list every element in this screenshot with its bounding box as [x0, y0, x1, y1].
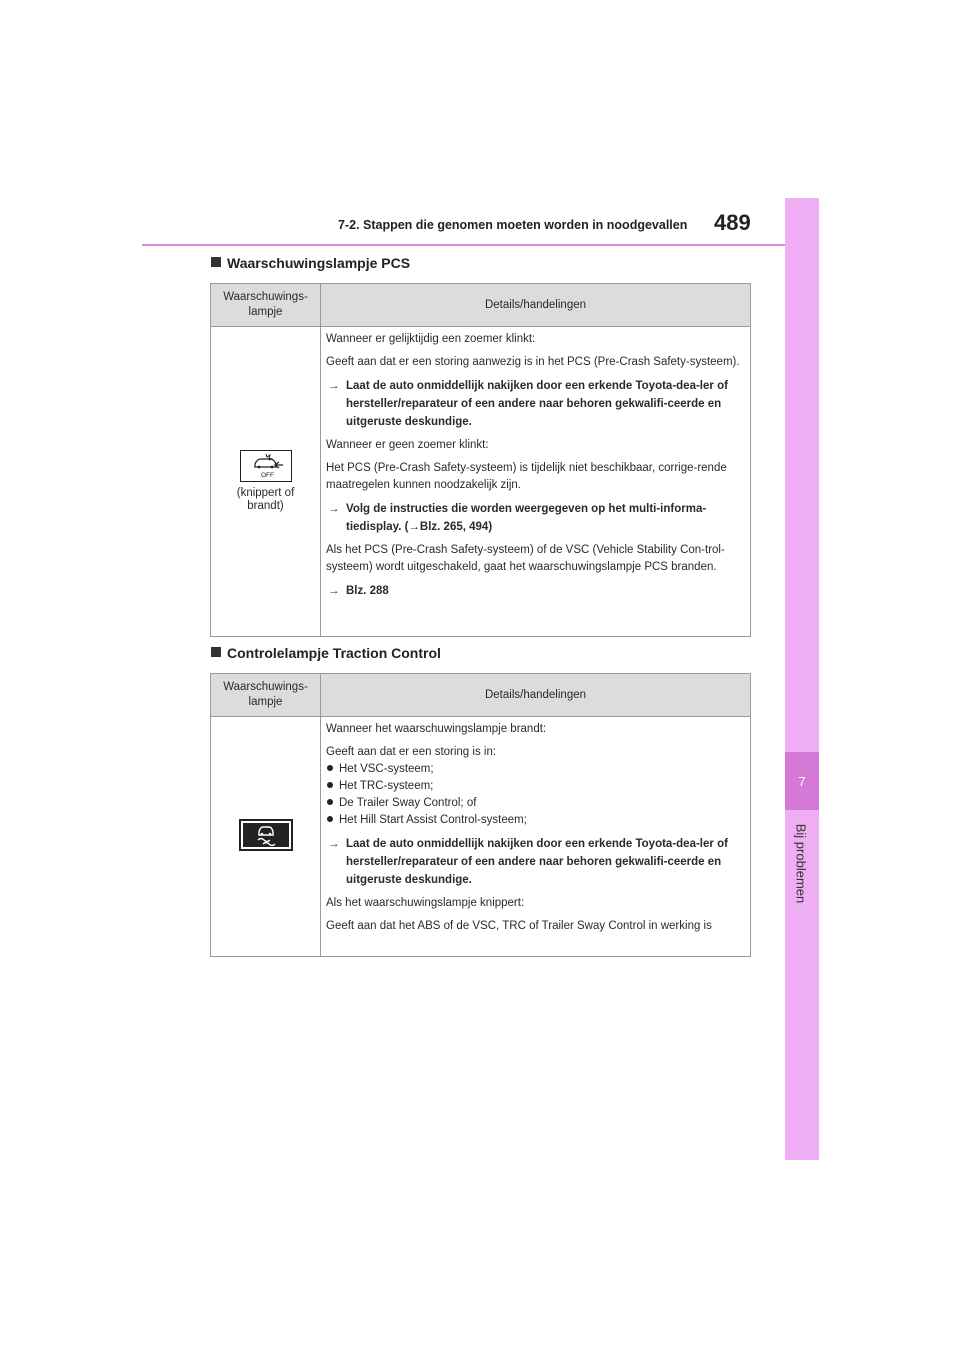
table-row	[211, 717, 751, 957]
lamp-cell	[211, 717, 321, 957]
chapter-number-box	[785, 752, 819, 810]
bullet-dot-icon	[327, 816, 333, 822]
action-instruction: → Laat de auto onmiddellijk nakijken door een erkende Toyota-dea-ler of hersteller/reparateur of een andere naar behoren gekwalifi-ceerde en uitgeruste deskundige.	[326, 835, 745, 889]
running-header-title: 7-2. Stappen die genomen moeten worden in noodgevallen	[338, 218, 688, 232]
column-header-details: Details/handelingen	[321, 284, 751, 327]
arrow-icon: →	[328, 503, 340, 515]
table-row	[211, 327, 751, 637]
details-text: Geeft aan dat er een storing aanwezig is in het PCS (Pre-Crash Safety-systeem).	[326, 356, 740, 368]
bullet-dot-icon	[327, 782, 333, 788]
details-cell	[321, 717, 751, 957]
chapter-side-tab	[785, 198, 819, 1160]
chapter-title: Bij problemen	[793, 823, 809, 903]
details-text: Wanneer er gelijktijdig een zoemer klinkt:	[326, 333, 536, 345]
pcs-warning-table	[210, 283, 751, 637]
arrow-icon: →	[328, 585, 340, 597]
icon-caption: (knippert of brandt)	[236, 487, 295, 512]
list-item: Het Hill Start Assist Control-systeem;	[326, 812, 745, 829]
table-header-row	[211, 674, 751, 717]
section-heading-traction-control	[211, 645, 441, 661]
bullet-dot-icon	[327, 765, 333, 771]
pcs-off-warning-icon	[240, 450, 292, 482]
details-text: Geeft aan dat het ABS of de VSC, TRC of Trailer Sway Control in werking is	[326, 920, 712, 932]
list-item: Het VSC-systeem;	[326, 761, 745, 778]
traction-control-table	[210, 673, 751, 957]
details-cell	[321, 327, 751, 637]
chapter-number: 7	[798, 773, 806, 789]
page-number: 489	[714, 210, 751, 235]
details-text: Wanneer het waarschuwingslampje brandt:	[326, 723, 547, 735]
details-text: Wanneer er geen zoemer klinkt:	[326, 439, 489, 451]
page-reference-link[interactable]: → Blz. 288	[326, 582, 745, 600]
action-instruction: → Laat de auto onmiddellijk nakijken door een erkende Toyota-dea-ler of hersteller/reparateur of een andere naar behoren gekwalifi-ceerde en uitgeruste deskundige.	[326, 377, 745, 431]
details-text: Als het waarschuwingslampje knippert:	[326, 897, 525, 909]
details-text: Als het PCS (Pre-Crash Safety-systeem) of de VSC (Vehicle Stability Con-trol-systeem) wordt uitgeschakeld, gaat het waarschuwingslampje PCS branden.	[326, 544, 725, 573]
table-header-row	[211, 284, 751, 327]
column-header-lamp: Waarschuwings- lampje	[211, 284, 321, 327]
arrow-icon: →	[328, 380, 340, 392]
details-text: Geeft aan dat er een storing is in:	[326, 746, 497, 758]
square-bullet-icon	[211, 647, 221, 657]
section-heading-text: Controlelampje Traction Control	[227, 645, 441, 661]
lamp-cell	[211, 327, 321, 637]
section-heading-text: Waarschuwingslampje PCS	[227, 255, 411, 271]
arrow-icon: →	[328, 838, 340, 850]
column-header-details: Details/handelingen	[321, 674, 751, 717]
bullet-dot-icon	[327, 799, 333, 805]
bullet-list	[326, 761, 745, 829]
chapter-title-box	[784, 818, 818, 908]
traction-control-slip-icon	[239, 819, 293, 851]
svg-text:OFF: OFF	[260, 472, 274, 479]
list-item: De Trailer Sway Control; of	[326, 795, 745, 812]
details-text: Het PCS (Pre-Crash Safety-systeem) is tijdelijk niet beschikbaar, corrige-rende maatregelen kunnen noodzakelijk zijn.	[326, 462, 727, 491]
action-instruction: → Volg de instructies die worden weergegeven op het multi-informa-tiedisplay. (→Blz. 265, 494)	[326, 500, 745, 536]
section-heading-pcs	[211, 255, 410, 271]
header-rule	[142, 244, 785, 246]
column-header-lamp: Waarschuwings- lampje	[211, 674, 321, 717]
square-bullet-icon	[211, 257, 221, 267]
list-item: Het TRC-systeem;	[326, 778, 745, 795]
